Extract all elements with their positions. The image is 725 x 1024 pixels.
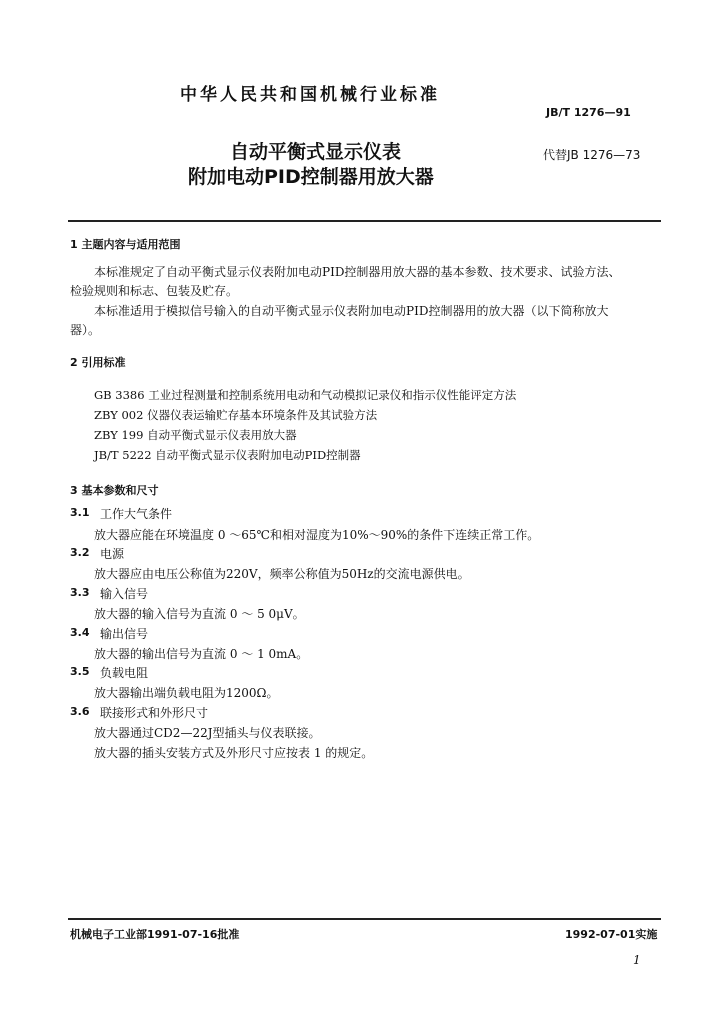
section1-p2-line2: 器）。 (70, 323, 101, 337)
clause-number: 3.6 (70, 705, 90, 718)
clause-number: 3.1 (70, 506, 90, 519)
standard-title: 中华人民共和国机械行业标准 (180, 85, 440, 105)
clause-text: 放大器的插头安装方式及外形尺寸应按表 1 的规定。 (94, 746, 374, 760)
section2-heading: 2 引用标准 (70, 356, 126, 369)
clause-text: 放大器应能在环境温度 0 ～65℃和相对湿度为10%～90%的条件下连续正常工作。 (94, 528, 540, 542)
clause-title: 输入信号 (100, 587, 149, 601)
reference-item: ZBY 199 自动平衡式显示仪表用放大器 (94, 428, 297, 442)
clause-text: 放大器应由电压公称值为220V，频率公称值为50Hz的交流电源供电。 (94, 567, 470, 581)
page-number: 1 (633, 953, 641, 967)
document-title-line2: 附加电动PID控制器用放大器 (188, 166, 434, 188)
section1-heading: 1 主题内容与适用范围 (70, 238, 181, 251)
approval-date: 机械电子工业部1991-07-16批准 (70, 928, 240, 941)
clause-number: 3.5 (70, 665, 90, 678)
clause-number: 3.4 (70, 626, 90, 639)
clause-text: 放大器的输入信号为直流 0 ～ 5 0μV。 (94, 607, 305, 621)
clause-text: 放大器输出端负载电阻为1200Ω。 (94, 686, 279, 700)
replaces-standard: 代替JB 1276—73 (543, 148, 641, 162)
reference-item: JB/T 5222 自动平衡式显示仪表附加电动PID控制器 (94, 448, 361, 462)
document-title-line1: 自动平衡式显示仪表 (230, 141, 402, 163)
reference-item: GB 3386 工业过程测量和控制系统用电动和气动模拟记录仪和指示仪性能评定方法 (94, 388, 517, 402)
section1-p1-line2: 检验规则和标志、包装及贮存。 (70, 284, 239, 298)
section3-heading: 3 基本参数和尺寸 (70, 484, 159, 497)
clause-number: 3.2 (70, 546, 90, 559)
clause-number: 3.3 (70, 586, 90, 599)
header-rule (68, 220, 661, 222)
section1-p1-line1: 本标准规定了自动平衡式显示仪表附加电动PID控制器用放大器的基本参数、技术要求、试验方法、 (94, 265, 621, 279)
footer-rule (68, 918, 661, 920)
section1-p2-line1: 本标准适用于模拟信号输入的自动平衡式显示仪表附加电动PID控制器用的放大器（以下简称放大 (94, 304, 609, 318)
standard-code: JB/T 1276—91 (546, 106, 631, 119)
effective-date: 1992-07-01实施 (565, 928, 658, 941)
clause-text: 放大器的输出信号为直流 0 ～ 1 0mA。 (94, 647, 309, 661)
clause-title: 联接形式和外形尺寸 (100, 706, 209, 720)
clause-title: 输出信号 (100, 627, 149, 641)
clause-title: 负载电阻 (100, 666, 149, 680)
clause-text: 放大器通过CD2—22J型插头与仪表联接。 (94, 726, 321, 740)
clause-title: 电源 (100, 547, 125, 561)
clause-title: 工作大气条件 (100, 507, 173, 521)
reference-item: ZBY 002 仪器仪表运输贮存基本环境条件及其试验方法 (94, 408, 378, 422)
